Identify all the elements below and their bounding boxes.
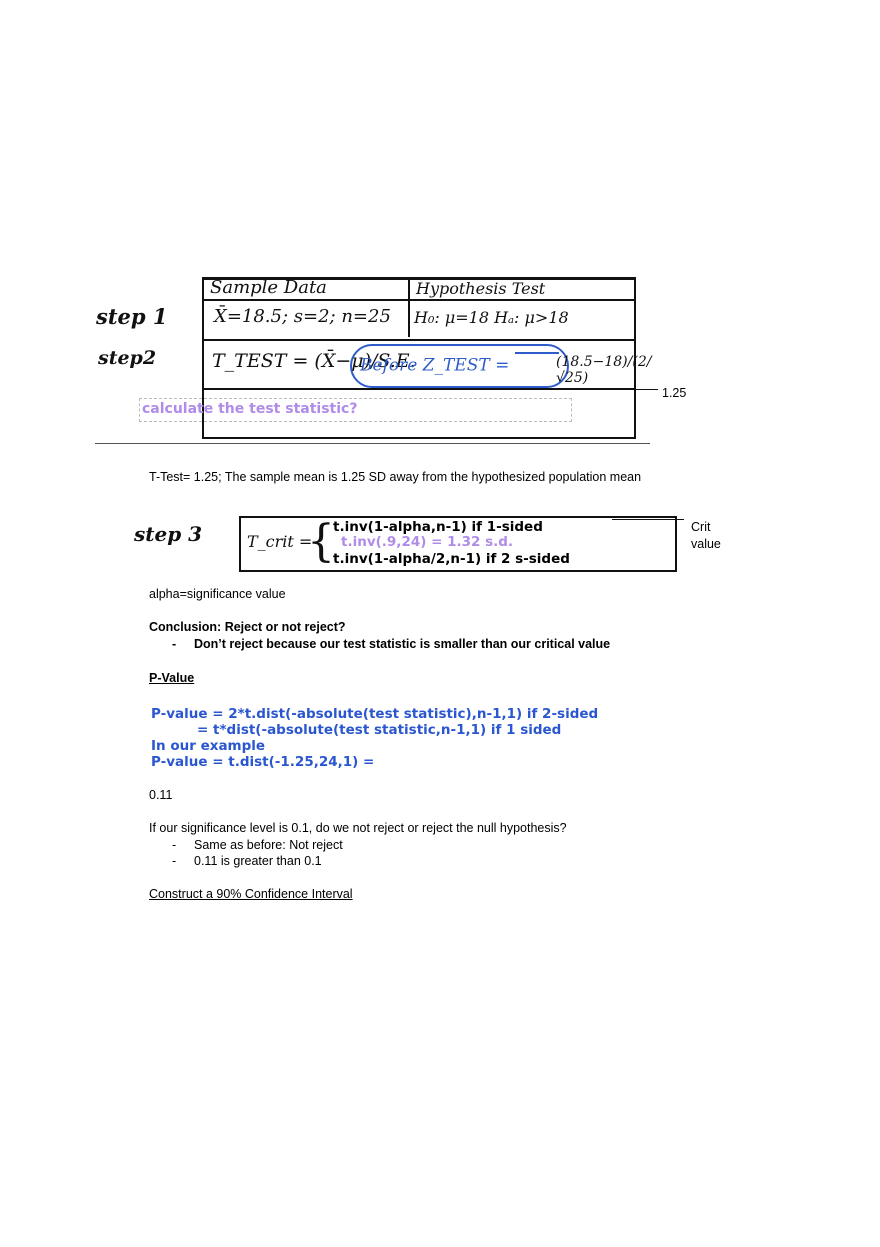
crit-line-3: t.inv(1-alpha/2,n-1) if 2 s-sided [333, 551, 570, 567]
table-column-divider [408, 280, 410, 337]
crit-note-1: Crit [691, 520, 711, 534]
pvalue-heading: P-Value [149, 671, 195, 685]
result-value-125: 1.25 [662, 386, 687, 400]
hypothesis-test-header: Hypothesis Test [416, 279, 546, 298]
conclusion-heading: Conclusion: Reject or not reject? [149, 620, 346, 634]
table-divider [204, 339, 634, 341]
calculate-prompt: calculate the test statistic? [142, 401, 358, 417]
hypothesis-values: H₀: μ=18 Hₐ: μ>18 [414, 308, 569, 327]
crit-note-2: value [691, 537, 721, 551]
significance-bullet-mark: - [172, 854, 177, 868]
fraction-note: (18.5−18)/(2/√25) [556, 354, 652, 386]
sample-data-header: Sample Data [210, 277, 327, 298]
step2-label: step2 [98, 347, 157, 369]
brace-icon: { [307, 516, 335, 567]
table-divider [204, 299, 634, 301]
table-divider [204, 388, 634, 390]
section-rule [95, 443, 650, 444]
critical-value-box [239, 516, 677, 572]
t-test-sentence: T-Test= 1.25; The sample mean is 1.25 SD away from the hypothesized population mean [149, 470, 642, 484]
pvalue-example-formula: P-value = t.dist(-1.25,24,1) = [151, 754, 375, 770]
before-z-text: Before Z_TEST = [360, 355, 515, 376]
result-pointer-line [600, 389, 658, 390]
z-fraction-scribble [515, 352, 559, 380]
prompt-selection-frame [139, 398, 572, 422]
before-z-note [350, 344, 569, 388]
conclusion-bullet-mark: - [172, 637, 177, 651]
significance-bullet: 0.11 is greater than 0.1 [194, 854, 322, 868]
crit-line-2: t.inv(.9,24) = 1.32 s.d. [341, 534, 514, 550]
sample-values: X̄=18.5; s=2; n=25 [214, 306, 391, 327]
crit-line-1: t.inv(1-alpha,n-1) if 1-sided [333, 519, 543, 535]
pvalue-formula-line-2: = t*dist(-absolute(test statistic,n-1,1) if 1 sided [197, 722, 562, 738]
step3-label: step 3 [134, 522, 203, 546]
crit-pointer-line [612, 519, 684, 520]
conclusion-bullet: Don’t reject because our test statistic is smaller than our critical value [194, 637, 611, 651]
step1-label: step 1 [96, 304, 168, 329]
significance-bullet-mark: - [172, 838, 177, 852]
significance-question: If our significance level is 0.1, do we not reject or reject the null hypothesis? [149, 821, 567, 835]
alpha-definition: alpha=significance value [149, 587, 286, 601]
significance-bullet: Same as before: Not reject [194, 838, 343, 852]
t-crit-label: T_crit = [247, 532, 313, 551]
pvalue-formula-line-1: P-value = 2*t.dist(-absolute(test statistic),n-1,1) if 2-sided [151, 706, 599, 722]
confidence-interval-heading: Construct a 90% Confidence Interval [149, 887, 353, 901]
pvalue-result: 0.11 [149, 788, 173, 802]
pvalue-example-label: In our example [151, 738, 266, 754]
t-test-formula: T_TEST = (X̄−μ)/S.E. [212, 350, 416, 372]
